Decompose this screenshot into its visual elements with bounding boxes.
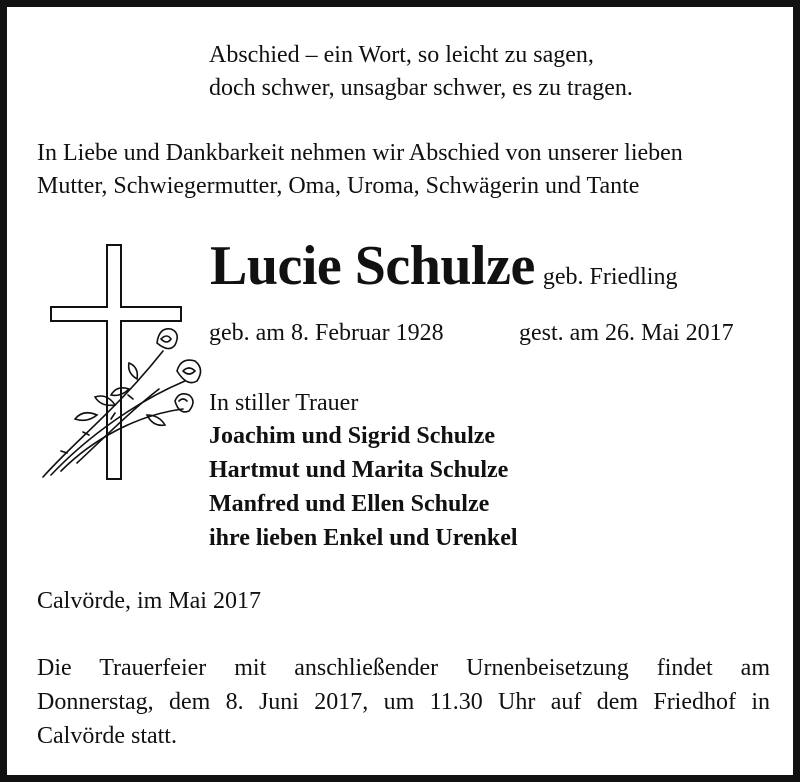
motto-line: doch schwer, unsagbar schwer, es zu tragen. — [209, 75, 633, 101]
family-list — [209, 419, 518, 555]
death-date: gest. am 26. Mai 2017 — [519, 320, 734, 346]
cross-icon — [37, 239, 207, 489]
funeral-service-info — [37, 651, 770, 753]
maiden-name: geb. Friedling — [542, 264, 678, 290]
deceased-name: Lucie Schulze — [210, 235, 535, 297]
birth-date: geb. am 8. Februar 1928 — [209, 320, 444, 346]
intro-text — [37, 137, 683, 203]
intro-line: In Liebe und Dankbarkeit nehmen wir Abschied von unserer lieben — [37, 140, 683, 166]
place-and-date: Calvörde, im Mai 2017 — [37, 588, 261, 614]
deceased-name-row — [210, 233, 677, 299]
intro-line: Mutter, Schwiegermutter, Oma, Uroma, Schwägerin und Tante — [37, 173, 640, 199]
motto-line: Abschied – ein Wort, so leicht zu sagen, — [209, 42, 594, 68]
service-line: Calvörde statt. — [37, 723, 177, 749]
family-member: Hartmut und Marita Schulze — [209, 457, 509, 483]
family-member: Joachim und Sigrid Schulze — [209, 423, 496, 449]
mourning-line: In stiller Trauer — [209, 390, 359, 416]
service-line: Die Trauerfeier mit anschließender Urnenbeisetzung findet am — [37, 655, 770, 681]
motto-verse — [209, 39, 633, 105]
family-member: ihre lieben Enkel und Urenkel — [209, 525, 518, 551]
family-member: Manfred und Ellen Schulze — [209, 491, 490, 517]
service-line: Donnerstag, dem 8. Juni 2017, um 11.30 Uhr auf dem Friedhof in — [37, 689, 770, 715]
